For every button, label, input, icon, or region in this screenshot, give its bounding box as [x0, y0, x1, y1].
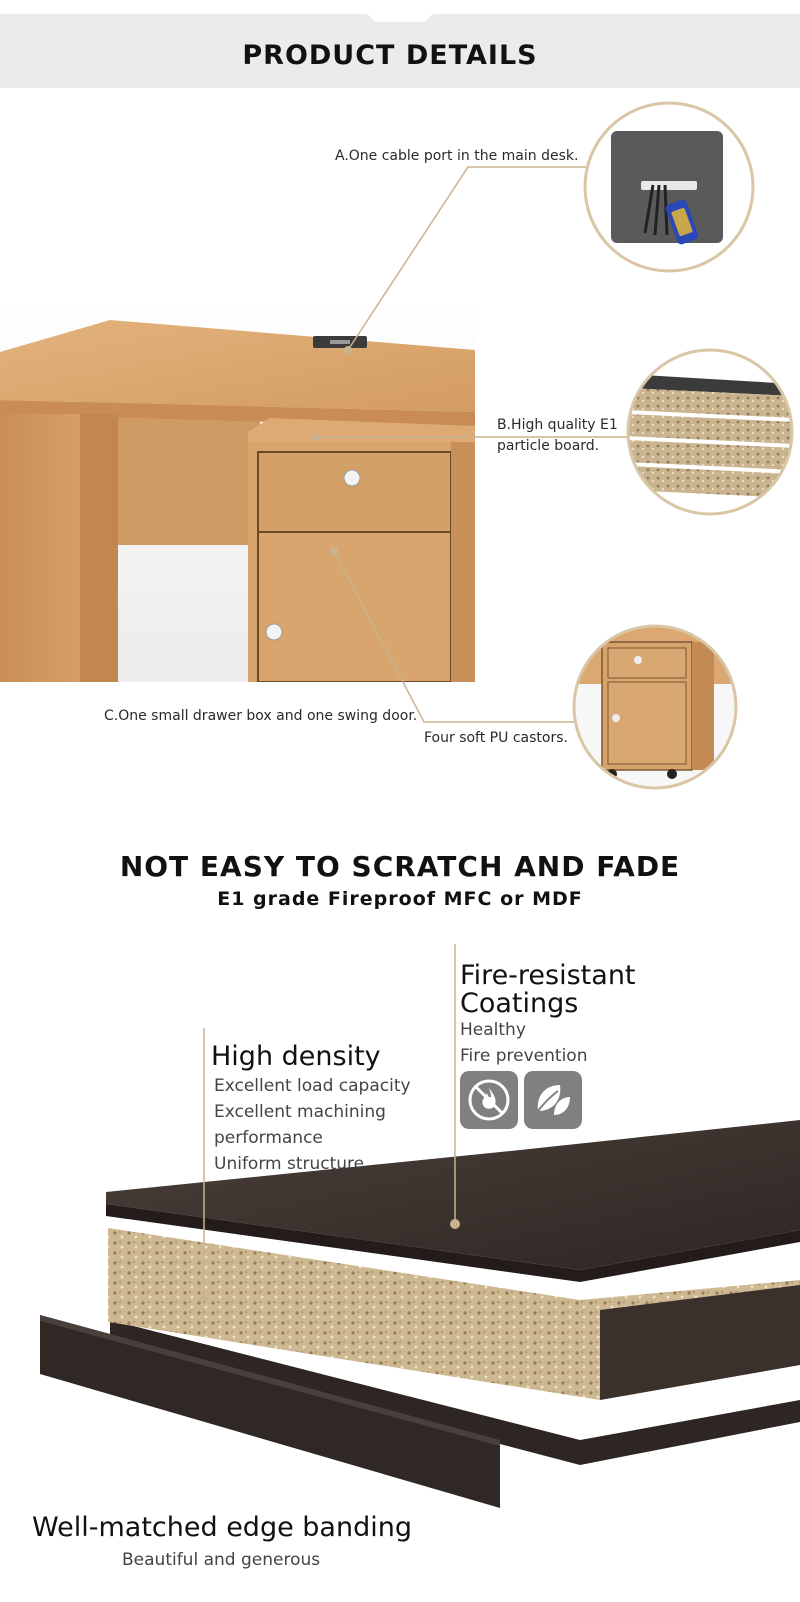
feature-leader-lines	[0, 940, 800, 1300]
density-feature-1: Excellent load capacity	[214, 1076, 411, 1096]
edge-banding-heading: Well-matched edge banding	[32, 1512, 412, 1543]
callout-particle-board-1: B.High quality E1	[497, 417, 618, 433]
high-density-heading: High density	[211, 1041, 381, 1072]
page-title: PRODUCT DETAILS	[242, 40, 538, 71]
section-title: NOT EASY TO SCRATCH AND FADE	[119, 850, 681, 883]
callout-drawer-door: C.One small drawer box and one swing door.	[104, 708, 418, 724]
density-feature-4: Uniform structure	[214, 1154, 365, 1174]
callout-cable-port: A.One cable port in the main desk.	[335, 148, 579, 164]
cable-port-closeup	[583, 101, 755, 273]
fire-resistant-heading-2: Coatings	[460, 988, 579, 1019]
fire-feature-healthy: Healthy	[460, 1020, 526, 1040]
leaf-icon	[524, 1071, 582, 1129]
density-feature-3: performance	[214, 1128, 323, 1148]
fire-feature-prevention: Fire prevention	[460, 1046, 588, 1066]
particle-board-closeup	[626, 348, 794, 516]
section-subtitle: E1 grade Fireproof MFC or MDF	[217, 888, 583, 910]
callout-castors: Four soft PU castors.	[424, 730, 568, 746]
castors-closeup	[572, 624, 738, 790]
fire-resistant-heading-1: Fire-resistant	[460, 960, 636, 991]
edge-banding-sub: Beautiful and generous	[122, 1550, 321, 1570]
density-feature-2: Excellent machining	[214, 1102, 386, 1122]
callout-particle-board-2: particle board.	[497, 438, 600, 454]
no-fire-icon	[460, 1071, 518, 1129]
